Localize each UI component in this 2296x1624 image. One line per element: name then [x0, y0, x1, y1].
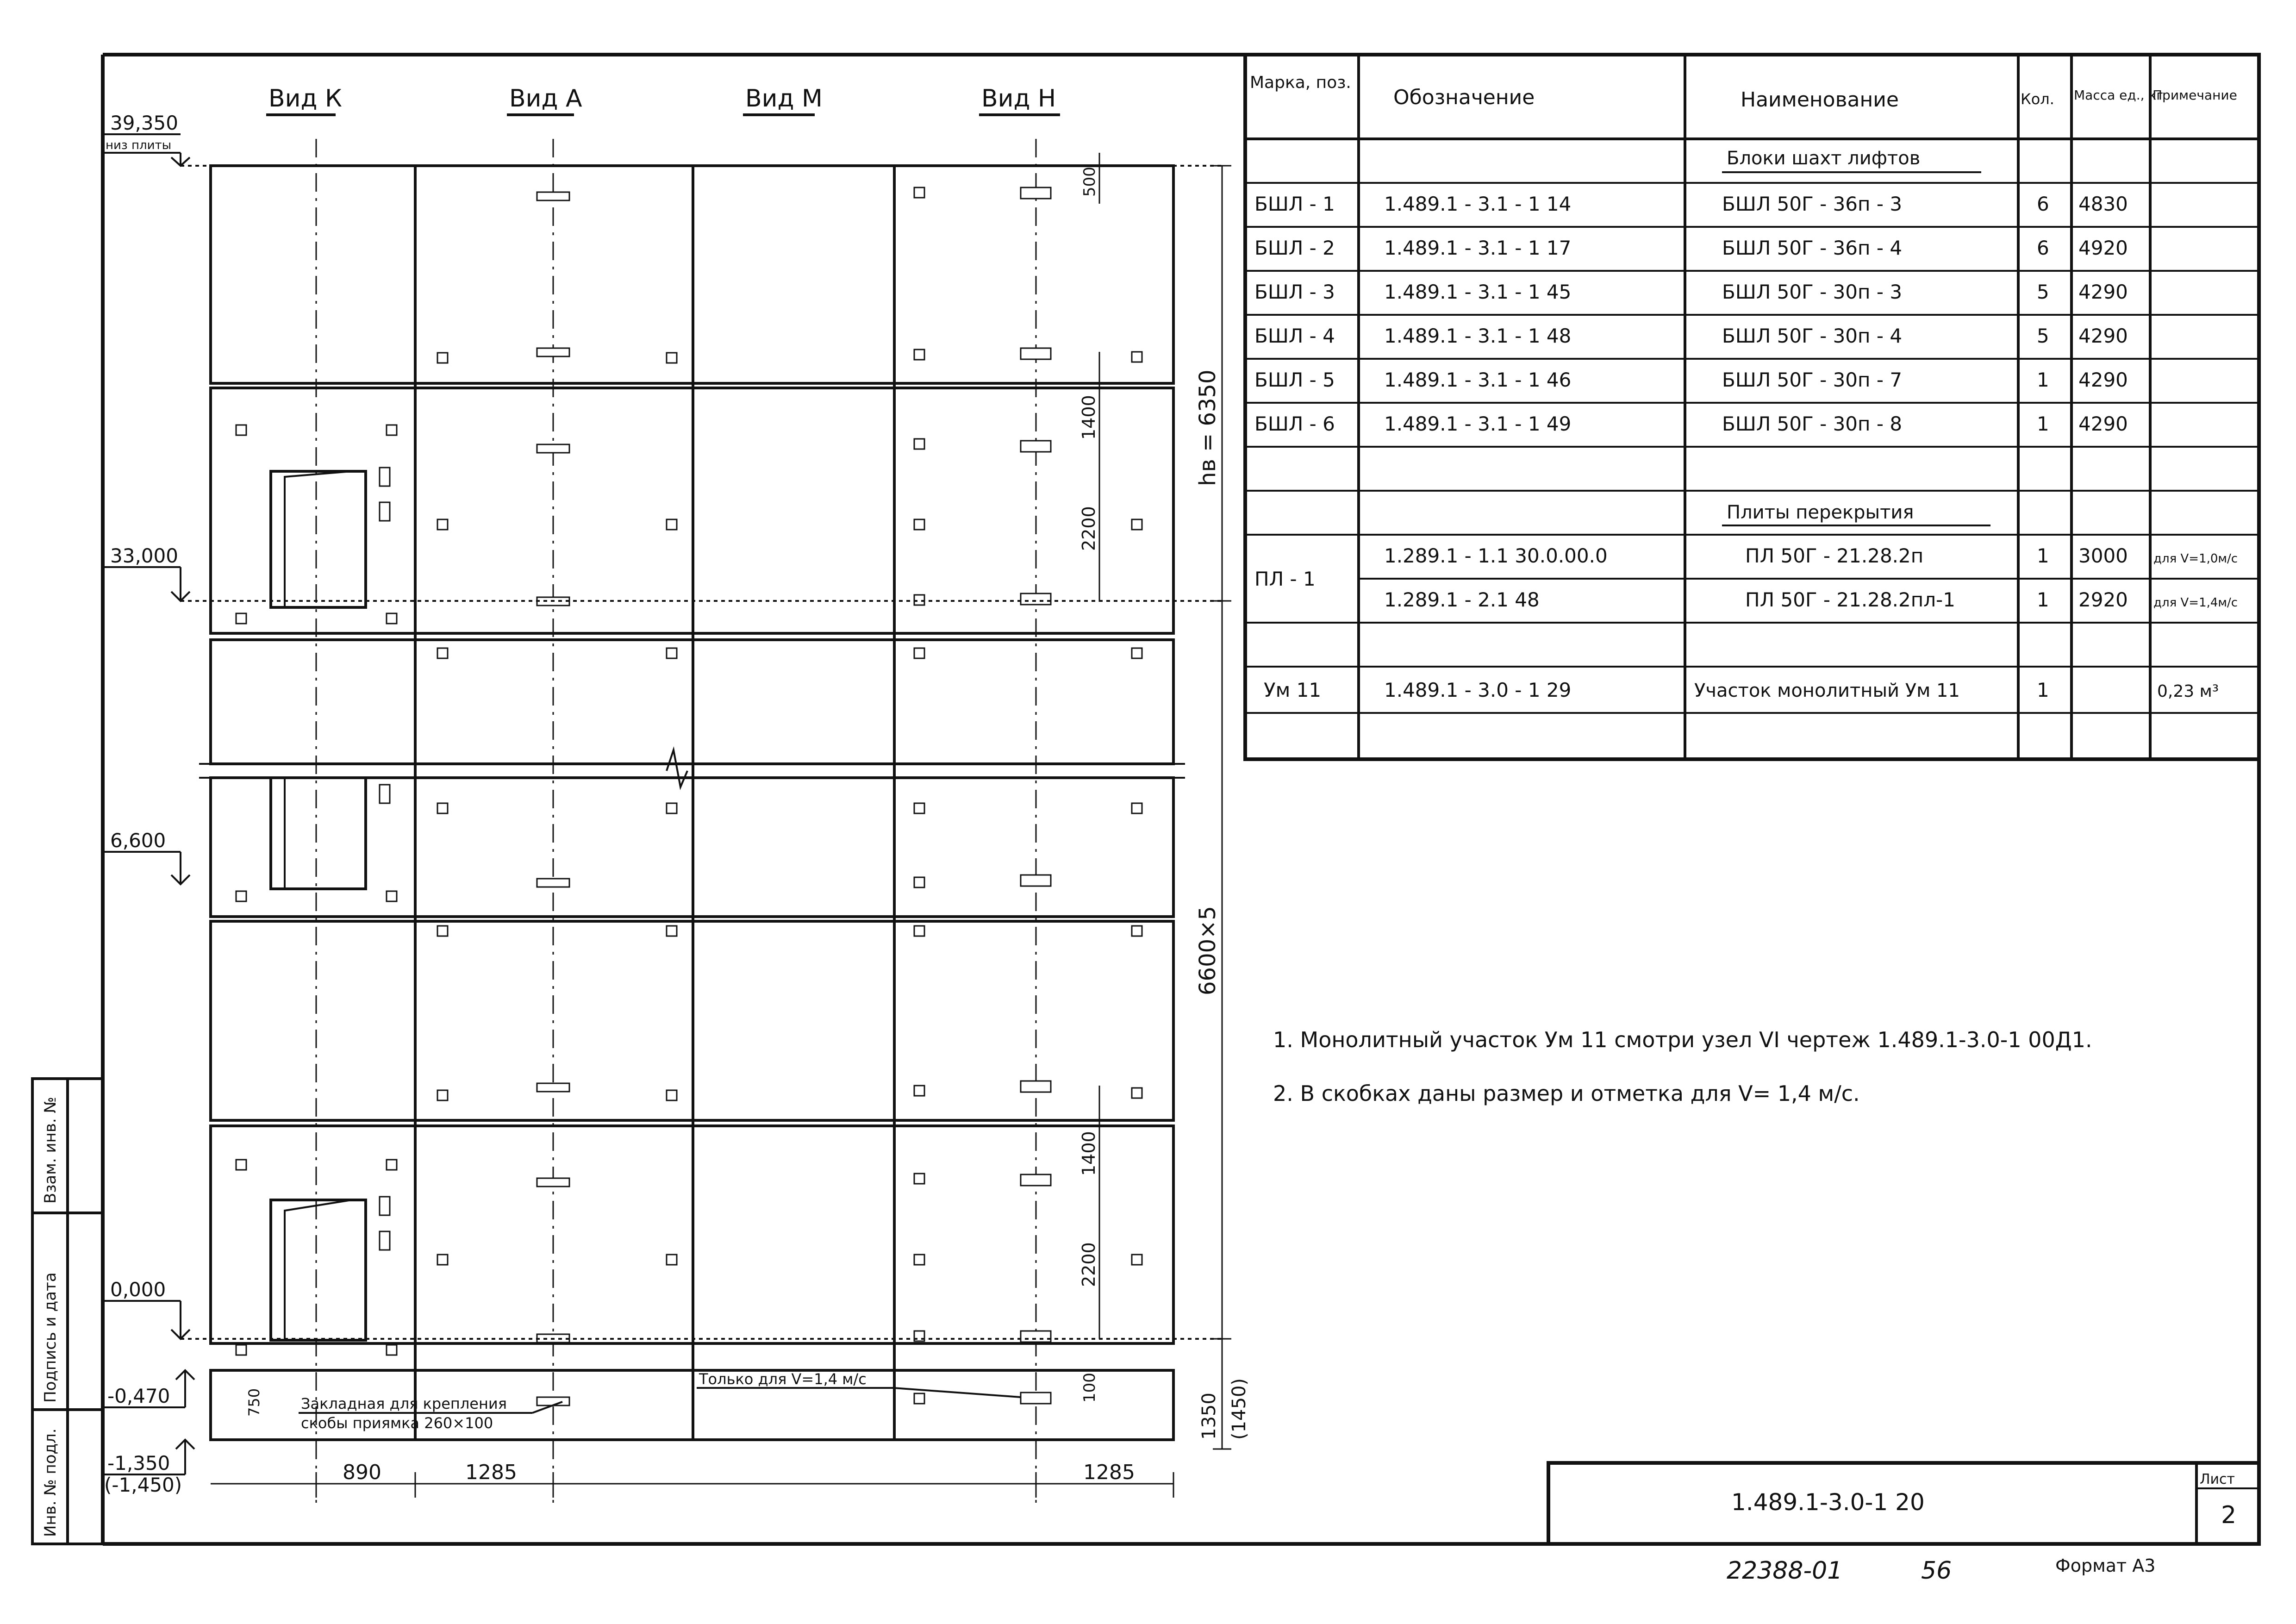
view-title-a: Вид А: [509, 85, 582, 112]
pl2-note: для V=1,4м/с: [2153, 596, 2238, 610]
row6-name: БШЛ 50Г - 30п - 8: [1722, 412, 1903, 435]
row5-name: БШЛ 50Г - 30п - 7: [1722, 369, 1903, 391]
shaft-elevation: [199, 139, 1185, 1505]
dim-hb-6350: hв = 6350: [1195, 369, 1221, 486]
pl1-note: для V=1,0м/с: [2153, 552, 2238, 566]
dim-6600x5: 6600×5: [1195, 906, 1221, 995]
th-qty: Кол.: [2021, 90, 2054, 108]
stamp-replaced-inv: Взам. инв. №: [41, 1097, 60, 1204]
row5-mass: 4290: [2078, 369, 2128, 391]
sheet-frame: [103, 55, 2259, 1544]
view-title-k: Вид К: [268, 85, 342, 112]
level-top: 39,350: [110, 112, 178, 134]
format-label: Формат А3: [2055, 1555, 2156, 1576]
row4-name: БШЛ 50Г - 30п - 4: [1722, 325, 1903, 347]
pit-only-note: Только для V=1,4 м/с: [699, 1370, 867, 1388]
th-mass: Масса ед., кг: [2074, 87, 2164, 103]
embedded-parts: [236, 187, 1142, 1405]
pl1-mass: 3000: [2078, 544, 2128, 567]
row5-mark: БШЛ - 5: [1254, 369, 1335, 391]
view-title-m: Вид М: [745, 85, 823, 112]
view-titles: [266, 85, 1060, 115]
pl2-qty: 1: [2037, 588, 2049, 611]
um-name: Участок монолитный Ум 11: [1694, 680, 1960, 701]
pl2-mass: 2920: [2078, 588, 2128, 611]
pit-annotations: [299, 1370, 1021, 1432]
pl1-designation: 1.289.1 - 1.1 30.0.00.0: [1384, 544, 1608, 567]
th-note: Примечание: [2152, 87, 2237, 103]
general-notes: [1273, 1027, 2092, 1106]
level-0000: 0,000: [110, 1278, 166, 1301]
th-mark: Марка, поз.: [1250, 73, 1351, 92]
row2-mark: БШЛ - 2: [1254, 237, 1335, 259]
pit-embed-note-1: Закладная для крепления: [301, 1395, 507, 1412]
dim-2200-lower: 2200: [1079, 1242, 1099, 1287]
pl-mark: ПЛ - 1: [1254, 568, 1316, 590]
level-6600: 6,600: [110, 829, 166, 852]
row6-mark: БШЛ - 6: [1254, 412, 1335, 435]
section-shaft-blocks: Блоки шахт лифтов: [1727, 148, 1921, 169]
row2-qty: 6: [2037, 237, 2049, 259]
row4-mark: БШЛ - 4: [1254, 325, 1335, 347]
level-m1350: -1,350: [107, 1452, 170, 1474]
dim-750: 750: [245, 1388, 263, 1417]
note-2: 2. В скобках даны размер и отметка для V= 1,4 м/с.: [1273, 1081, 1860, 1106]
row3-mass: 4290: [2078, 281, 2128, 303]
level-m1450: (-1,450): [104, 1474, 182, 1496]
th-name: Наименование: [1741, 88, 1899, 112]
spec-table: [1245, 55, 2259, 759]
level-33000: 33,000: [110, 544, 178, 567]
page-number: 56: [1921, 1557, 1952, 1585]
level-m0470: -0,470: [107, 1385, 170, 1407]
row3-qty: 5: [2037, 281, 2049, 303]
row6-mass: 4290: [2078, 412, 2128, 435]
row2-mass: 4920: [2078, 237, 2128, 259]
row-monolithic: [1264, 679, 2219, 701]
row6-designation: 1.489.1 - 3.1 - 1 49: [1384, 412, 1572, 435]
dim-1400: 1400: [1079, 395, 1099, 440]
row6-qty: 1: [2037, 412, 2049, 435]
dim-2200: 2200: [1079, 506, 1099, 551]
row1-name: БШЛ 50Г - 36п - 3: [1722, 193, 1903, 215]
row1-qty: 6: [2037, 193, 2049, 215]
row4-designation: 1.489.1 - 3.1 - 1 48: [1384, 325, 1572, 347]
title-code: 1.489.1-3.0-1 20: [1731, 1489, 1925, 1516]
dim-1450: (1450): [1229, 1378, 1250, 1440]
footer: [1727, 1555, 2155, 1585]
section-floor-slabs: Плиты перекрытия: [1727, 502, 1914, 523]
pl1-name: ПЛ 50Г - 21.28.2п: [1745, 544, 1924, 567]
pl2-name: ПЛ 50Г - 21.28.2пл-1: [1745, 588, 1955, 611]
um-designation: 1.489.1 - 3.0 - 1 29: [1384, 679, 1572, 701]
sheet-label: Лист: [2200, 1471, 2235, 1487]
side-stamp: [32, 1079, 103, 1544]
pl1-qty: 1: [2037, 544, 2049, 567]
title-block: [1548, 1463, 2259, 1544]
inventory-number: 22388-01: [1727, 1557, 1843, 1585]
row4-mass: 4290: [2078, 325, 2128, 347]
row3-designation: 1.489.1 - 3.1 - 1 45: [1384, 281, 1572, 303]
dim-100: 100: [1080, 1373, 1099, 1403]
pit-embed-note-2: скобы приямка 260×100: [301, 1414, 493, 1432]
row1-mass: 4830: [2078, 193, 2128, 215]
dim-500: 500: [1080, 167, 1099, 197]
dim-1400-lower: 1400: [1079, 1131, 1099, 1176]
view-title-n: Вид Н: [981, 85, 1056, 112]
row5-designation: 1.489.1 - 3.1 - 1 46: [1384, 369, 1572, 391]
row3-mark: БШЛ - 3: [1254, 281, 1335, 303]
level-top-note: низ плиты: [106, 138, 172, 152]
dim-890: 890: [343, 1461, 381, 1484]
row1-mark: БШЛ - 1: [1254, 193, 1335, 215]
stamp-inv-no: Инв. № подл.: [41, 1428, 60, 1537]
row2-name: БШЛ 50Г - 36п - 4: [1722, 237, 1903, 259]
th-designation: Обозначение: [1393, 86, 1535, 109]
row3-name: БШЛ 50Г - 30п - 3: [1722, 281, 1903, 303]
row1-designation: 1.489.1 - 3.1 - 1 14: [1384, 193, 1572, 215]
dim-1285-right: 1285: [1083, 1461, 1135, 1484]
row5-qty: 1: [2037, 369, 2049, 391]
pl2-designation: 1.289.1 - 2.1 48: [1384, 588, 1540, 611]
stamp-signature-date: Подпись и дата: [41, 1272, 60, 1403]
row2-designation: 1.489.1 - 3.1 - 1 17: [1384, 237, 1572, 259]
dim-1285-left: 1285: [465, 1461, 517, 1484]
sheet-number: 2: [2221, 1501, 2237, 1529]
um-qty: 1: [2037, 679, 2049, 701]
row4-qty: 5: [2037, 325, 2049, 347]
dim-1350: 1350: [1198, 1393, 1220, 1440]
note-1: 1. Монолитный участок Ум 11 смотри узел VI чертеж 1.489.1-3.0-1 00Д1.: [1273, 1027, 2092, 1052]
um-mark: Ум 11: [1264, 679, 1322, 701]
um-note: 0,23 м³: [2157, 682, 2219, 701]
